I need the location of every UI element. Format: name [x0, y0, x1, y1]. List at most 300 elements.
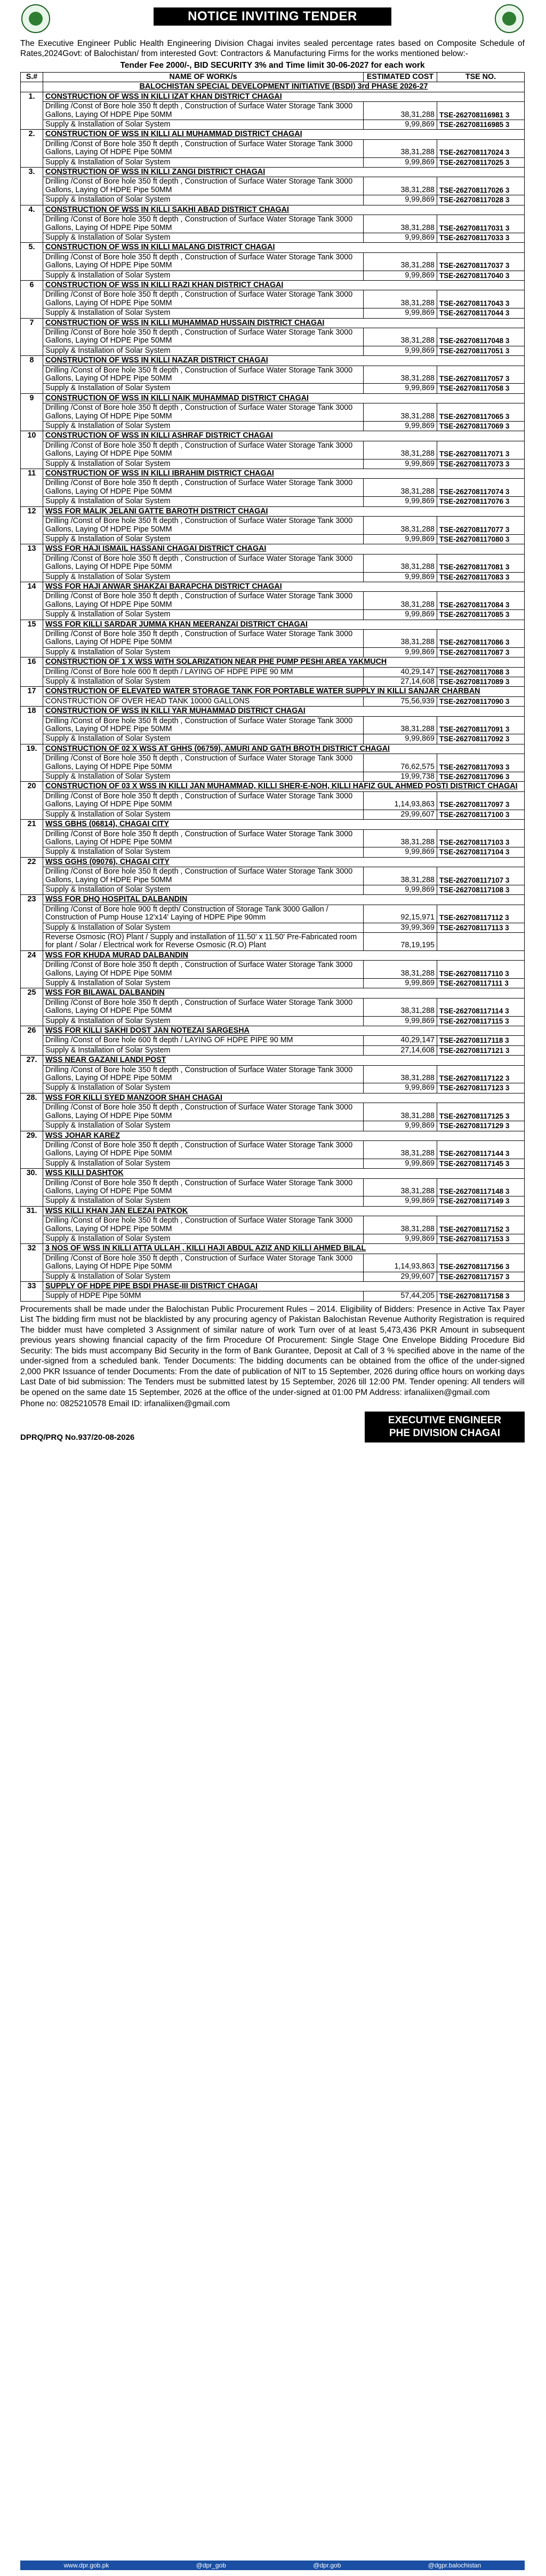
work-item-desc: Supply & Installation of Solar System	[43, 572, 364, 582]
work-serial: 18	[21, 707, 43, 744]
work-item-cost: 9,99,869	[364, 572, 437, 582]
table-row	[21, 1065, 525, 1083]
work-item-cost: 38,31,288	[364, 479, 437, 497]
work-item-desc: Supply & Installation of Solar System	[43, 195, 364, 205]
work-item-tse: TSE-262708117087 3	[437, 647, 525, 657]
table-row	[21, 1272, 525, 1281]
table-row	[21, 677, 525, 687]
work-item-cost: 9,99,869	[364, 233, 437, 242]
table-row	[21, 479, 525, 497]
work-serial: 19.	[21, 744, 43, 782]
work-item-desc: Supply of HDPE Pipe 50MM	[43, 1291, 364, 1301]
work-item-tse: TSE-262708117114 3	[437, 998, 525, 1016]
work-item-desc: Supply & Installation of Solar System	[43, 810, 364, 819]
work-item-tse: TSE-262708117037 3	[437, 252, 525, 271]
work-item-tse	[437, 932, 525, 950]
work-item-desc: Drilling /Const of Bore hole 350 ft depth , Construction of Surface Water Storage Tank 3000 Gallons, Laying Of HDPE Pipe 50MM	[43, 629, 364, 647]
table-row	[21, 1196, 525, 1206]
table-row	[21, 885, 525, 894]
work-item-tse: TSE-262708117089 3	[437, 677, 525, 687]
work-item-cost: 9,99,869	[364, 734, 437, 744]
table-row	[21, 544, 525, 554]
work-serial: 27.	[21, 1056, 43, 1093]
work-item-desc: Drilling /Const of Bore hole 350 ft depth , Construction of Surface Water Storage Tank 3000 Gallons, Laying Of HDPE Pipe 50MM	[43, 829, 364, 847]
work-item-tse: TSE-262708117024 3	[437, 139, 525, 157]
work-name: WSS FOR KILLI SAKHI DOST JAN NOTEZAI SARGESHA	[43, 1026, 525, 1036]
work-item-tse: TSE-262708117096 3	[437, 772, 525, 782]
work-item-cost: 38,31,288	[364, 716, 437, 734]
work-item-tse: TSE-262708117081 3	[437, 554, 525, 572]
work-serial: 15	[21, 620, 43, 657]
table-row	[21, 459, 525, 469]
work-item-cost: 9,99,869	[364, 497, 437, 506]
work-item-cost: 27,14,608	[364, 1045, 437, 1055]
work-item-desc: Supply & Installation of Solar System	[43, 459, 364, 469]
work-item-cost: 9,99,869	[364, 1121, 437, 1131]
table-row	[21, 895, 525, 905]
twitter-handle[interactable]: @dpr_gob	[196, 2562, 226, 2569]
table-row	[21, 168, 525, 177]
work-item-tse: TSE-262708117156 3	[437, 1254, 525, 1272]
work-item-desc: Drilling /Const of Bore hole 350 ft depth , Construction of Surface Water Storage Tank 3000 Gallons, Laying Of HDPE Pipe 50MM	[43, 215, 364, 233]
work-serial: 21	[21, 820, 43, 858]
work-item-tse: TSE-262708117090 3	[437, 696, 525, 706]
table-row	[21, 1254, 525, 1272]
work-item-tse: TSE-262708117129 3	[437, 1121, 525, 1131]
table-row	[21, 620, 525, 629]
work-item-desc: Supply & Installation of Solar System	[43, 979, 364, 988]
work-item-desc: Supply & Installation of Solar System	[43, 772, 364, 782]
work-name: WSS FOR DHQ HOSPITAL DALBANDIN	[43, 895, 525, 905]
work-item-tse: TSE-262708117123 3	[437, 1083, 525, 1093]
work-item-tse: TSE-262708117118 3	[437, 1036, 525, 1045]
table-row	[21, 139, 525, 157]
work-item-tse: TSE-262708117153 3	[437, 1234, 525, 1243]
work-item-tse: TSE-262708117028 3	[437, 195, 525, 205]
table-row	[21, 647, 525, 657]
ee-division: PHE DIVISION CHAGAI	[389, 1428, 500, 1439]
work-item-desc: Supply & Installation of Solar System	[43, 1272, 364, 1281]
work-name: CONSTRUCTION OF WSS IN KILLI MALANG DISTRICT CHAGAI	[43, 243, 525, 252]
work-item-desc: Drilling /Const of Bore hole 350 ft depth , Construction of Surface Water Storage Tank 3000 Gallons, Laying Of HDPE Pipe 50MM	[43, 1178, 364, 1196]
table-row	[21, 243, 525, 252]
notice-title: NOTICE INVITING TENDER	[154, 7, 391, 26]
table-row	[21, 290, 525, 308]
work-item-cost: 9,99,869	[364, 195, 437, 205]
work-serial: 29.	[21, 1131, 43, 1169]
prq-number: DPRQ/PRQ No.937/20-08-2026	[20, 1433, 135, 1442]
work-item-desc: Drilling /Const of Bore hole 350 ft depth , Construction of Surface Water Storage Tank 3000 Gallons, Laying Of HDPE Pipe 50MM	[43, 290, 364, 308]
work-item-cost: 9,99,869	[364, 308, 437, 318]
work-item-tse: TSE-262708117031 3	[437, 215, 525, 233]
tender-notice-page	[20, 3, 525, 2570]
table-row	[21, 1282, 525, 1291]
work-item-cost: 19,99,738	[364, 772, 437, 782]
work-item-cost: 9,99,869	[364, 120, 437, 130]
work-name: WSS FOR KILLI SARDAR JUMMA KHAN MEERANZAI DISTRICT CHAGAI	[43, 620, 525, 629]
work-item-desc: Reverse Osmosic (RO) Plant / Supply and installation of 11.50' x 11.50' Pre-Fabricated room for plant / Solar / Electrical work for Reverse Osmosic (R.O) Plant	[43, 932, 364, 950]
table-row	[21, 772, 525, 782]
table-row	[21, 308, 525, 318]
work-name: 3 NOS OF WSS IN KILLI ATTA ULLAH , KILLI HAJI ABDUL AZIZ AND KILLI AHMED BILAL	[43, 1244, 525, 1254]
work-item-tse: TSE-262708117158 3	[437, 1291, 525, 1301]
work-item-tse: TSE-262708117086 3	[437, 629, 525, 647]
work-serial: 23	[21, 895, 43, 950]
work-item-tse: TSE-262708117076 3	[437, 497, 525, 506]
work-serial: 20	[21, 782, 43, 820]
work-item-tse: TSE-262708117149 3	[437, 1196, 525, 1206]
work-item-cost: 9,99,869	[364, 157, 437, 167]
work-serial: 25	[21, 988, 43, 1026]
work-item-cost: 38,31,288	[364, 290, 437, 308]
table-row	[21, 961, 525, 979]
work-item-tse: TSE-262708117092 3	[437, 734, 525, 744]
work-item-tse: TSE-262708117097 3	[437, 791, 525, 810]
work-item-cost: 38,31,288	[364, 403, 437, 422]
work-item-cost: 38,31,288	[364, 215, 437, 233]
table-row	[21, 905, 525, 923]
work-item-desc: Drilling /Const of Bore hole 350 ft depth , Construction of Surface Water Storage Tank 3000 Gallons, Laying Of HDPE Pipe 50MM	[43, 592, 364, 610]
work-item-tse: TSE-262708117152 3	[437, 1216, 525, 1234]
table-row	[21, 1083, 525, 1093]
table-row	[21, 1206, 525, 1216]
work-serial: 14	[21, 582, 43, 620]
work-item-tse: TSE-262708117108 3	[437, 885, 525, 894]
work-item-cost: 9,99,869	[364, 346, 437, 355]
table-row	[21, 215, 525, 233]
work-item-tse: TSE-262708116981 3	[437, 102, 525, 120]
work-serial: 30.	[21, 1169, 43, 1207]
website-link[interactable]: www.dpr.gob.pk	[63, 2562, 109, 2569]
table-header-row	[21, 73, 525, 82]
work-name: WSS NEAR GAZANI LANDI POST	[43, 1056, 525, 1065]
work-item-cost: 75,56,939	[364, 696, 437, 706]
work-item-tse: TSE-262708117069 3	[437, 422, 525, 431]
work-item-desc: Supply & Installation of Solar System	[43, 1234, 364, 1243]
work-item-cost: 57,44,205	[364, 1291, 437, 1301]
work-item-tse: TSE-262708117043 3	[437, 290, 525, 308]
work-item-tse: TSE-262708117107 3	[437, 867, 525, 885]
table-row	[21, 157, 525, 167]
col-header-name: NAME OF WORK/s	[43, 73, 364, 82]
notice-intro: The Executive Engineer Public Health Engineering Division Chagai invites sealed percentage rates based on Composite Schedule of Rates,2024Govt: of Balochistan/ from interested Govt: Contractors & Manufacturing Firms for the works mentioned below:-	[20, 39, 525, 58]
table-row	[21, 384, 525, 393]
work-serial: 22	[21, 857, 43, 895]
work-item-tse: TSE-262708117074 3	[437, 479, 525, 497]
table-row	[21, 346, 525, 355]
table-row	[21, 782, 525, 791]
table-row	[21, 1045, 525, 1055]
work-serial: 11	[21, 469, 43, 507]
table-row	[21, 582, 525, 591]
table-row	[21, 403, 525, 422]
work-name: WSS GBHS (06814), CHAGAI CITY	[43, 820, 525, 829]
work-item-cost: 9,99,869	[364, 534, 437, 544]
work-item-desc: Drilling /Const of Bore hole 600 ft depth / LAYING OF HDPE PIPE 90 MM	[43, 667, 364, 677]
work-item-tse: TSE-262708117083 3	[437, 572, 525, 582]
work-item-desc: Drilling /Const of Bore hole 350 ft depth , Construction of Surface Water Storage Tank 3000 Gallons, Laying Of HDPE Pipe 50MM	[43, 754, 364, 772]
work-item-tse: TSE-262708117044 3	[437, 308, 525, 318]
table-row	[21, 1103, 525, 1121]
table-row	[21, 867, 525, 885]
work-item-tse: TSE-262708117073 3	[437, 459, 525, 469]
work-item-cost: 9,99,869	[364, 847, 437, 857]
table-row	[21, 932, 525, 950]
work-item-cost: 9,99,869	[364, 979, 437, 988]
work-item-desc: Supply & Installation of Solar System	[43, 1016, 364, 1026]
table-row	[21, 497, 525, 506]
work-serial: 5.	[21, 243, 43, 281]
work-name: CONSTRUCTION OF WSS IN KILLI ZANGI DISTRICT CHAGAI	[43, 168, 525, 177]
work-serial: 1.	[21, 92, 43, 130]
table-row	[21, 252, 525, 271]
work-item-desc: Supply & Installation of Solar System	[43, 120, 364, 130]
work-name: CONSTRUCTION OF WSS IN KILLI IZAT KHAN DISTRICT CHAGAI	[43, 92, 525, 101]
work-item-desc: Drilling /Const of Bore hole 350 ft depth , Construction of Surface Water Storage Tank 3000 Gallons, Laying Of HDPE Pipe 50MM	[43, 716, 364, 734]
table-row	[21, 1093, 525, 1103]
work-name: WSS FOR HAJI ANWAR SHAKZAI BARAPCHA DISTRICT CHAGAI	[43, 582, 525, 591]
social-bar	[20, 2561, 525, 2570]
work-item-cost: 9,99,869	[364, 1083, 437, 1093]
work-item-cost: 29,99,607	[364, 1272, 437, 1281]
col-header-cost: ESTIMATED COST	[364, 73, 437, 82]
work-item-tse: TSE-262708117111 3	[437, 979, 525, 988]
work-serial: 13	[21, 544, 43, 582]
work-item-desc: Drilling /Const of Bore hole 350 ft depth , Construction of Surface Water Storage Tank 3000 Gallons, Laying Of HDPE Pipe 50MM	[43, 554, 364, 572]
work-item-cost: 38,31,288	[364, 1216, 437, 1234]
balochistan-govt-logo-right	[495, 4, 524, 33]
work-name: CONSTRUCTION OF WSS IN KILLI YAR MUHAMMAD DISTRICT CHAGAI	[43, 707, 525, 716]
work-item-desc: Drilling /Const of Bore hole 900 ft depth/ Construction of Storage Tank 3000 Gallon / Construction of Pump House 12'x14' Laying of HDPE Pipe 90mm	[43, 905, 364, 923]
table-row	[21, 1036, 525, 1045]
section-row	[21, 82, 525, 92]
table-row	[21, 120, 525, 130]
work-item-cost: 38,31,288	[364, 328, 437, 346]
table-row	[21, 1234, 525, 1243]
work-item-cost: 38,31,288	[364, 1178, 437, 1196]
work-name: CONSTRUCTION OF WSS IN KILLI ASHRAF DISTRICT CHAGAI	[43, 431, 525, 441]
contact-line: Phone no: 0825210578 Email ID: irfanaliixen@gmail.com	[20, 1399, 230, 1409]
table-row	[21, 1026, 525, 1036]
work-name: WSS FOR MALIK JELANI GATTE BAROTH DISTRICT CHAGAI	[43, 506, 525, 516]
work-name: WSS KILLI KHAN JAN ELEZAI PATKOK	[43, 1206, 525, 1216]
work-name: CONSTRUCTION OF ELEVATED WATER STORAGE TANK FOR PORTABLE WATER SUPPLY IN KILLI SANJAR CHARBAN	[43, 687, 525, 696]
work-item-cost: 38,31,288	[364, 629, 437, 647]
work-item-cost: 9,99,869	[364, 647, 437, 657]
work-item-tse: TSE-262708116985 3	[437, 120, 525, 130]
table-row	[21, 923, 525, 932]
table-row	[21, 979, 525, 988]
work-item-desc: Drilling /Const of Bore hole 350 ft depth , Construction of Surface Water Storage Tank 3000 Gallons, Laying Of HDPE Pipe 50MM	[43, 998, 364, 1016]
work-item-desc: Supply & Installation of Solar System	[43, 308, 364, 318]
work-item-cost: 38,31,288	[364, 441, 437, 459]
work-item-desc: Drilling /Const of Bore hole 600 ft depth / LAYING OF HDPE PIPE 90 MM	[43, 1036, 364, 1045]
work-item-desc: Drilling /Const of Bore hole 350 ft depth , Construction of Surface Water Storage Tank 3000 Gallons, Laying Of HDPE Pipe 50MM	[43, 139, 364, 157]
tender-fee-line: Tender Fee 2000/-, BID SECURITY 3% and Time limit 30-06-2027 for each work	[120, 61, 425, 70]
work-name: WSS FOR BILAWAL DALBANDIN	[43, 988, 525, 998]
work-serial: 3.	[21, 168, 43, 205]
work-item-desc: Drilling /Const of Bore hole 350 ft depth , Construction of Surface Water Storage Tank 3000 Gallons, Laying Of HDPE Pipe 50MM	[43, 517, 364, 535]
table-row	[21, 734, 525, 744]
work-item-cost: 38,31,288	[364, 1140, 437, 1159]
work-item-tse: TSE-262708117057 3	[437, 366, 525, 384]
work-item-desc: Drilling /Const of Bore hole 350 ft depth , Construction of Surface Water Storage Tank 3000 Gallons, Laying Of HDPE Pipe 50MM	[43, 102, 364, 120]
work-serial: 26	[21, 1026, 43, 1056]
work-item-tse: TSE-262708117100 3	[437, 810, 525, 819]
work-item-cost: 9,99,869	[364, 459, 437, 469]
work-item-cost: 38,31,288	[364, 998, 437, 1016]
col-header-tse: TSE NO.	[437, 73, 525, 82]
table-row	[21, 1140, 525, 1159]
table-row	[21, 441, 525, 459]
work-item-tse: TSE-262708117077 3	[437, 517, 525, 535]
work-serial: 2.	[21, 130, 43, 168]
work-item-tse: TSE-262708117091 3	[437, 716, 525, 734]
table-row	[21, 707, 525, 716]
work-item-cost: 38,31,288	[364, 1065, 437, 1083]
notice-header	[20, 3, 525, 34]
table-row	[21, 988, 525, 998]
ee-title: EXECUTIVE ENGINEER	[388, 1415, 502, 1426]
table-row	[21, 356, 525, 366]
work-item-tse: TSE-262708117048 3	[437, 328, 525, 346]
instagram-handle[interactable]: @dgpr.balochistan	[428, 2562, 481, 2569]
work-item-cost: 92,15,971	[364, 905, 437, 923]
work-item-tse: TSE-262708117088 3	[437, 667, 525, 677]
work-item-cost: 38,31,288	[364, 961, 437, 979]
table-row	[21, 1244, 525, 1254]
work-item-tse: TSE-262708117104 3	[437, 847, 525, 857]
table-row	[21, 506, 525, 516]
work-item-cost: 40,29,147	[364, 1036, 437, 1045]
work-serial: 12	[21, 506, 43, 544]
work-item-cost: 9,99,869	[364, 1016, 437, 1026]
work-name: SUPPLY OF HDPE PIPE BSDI PHASE-III DISTRICT CHAGAI	[43, 1282, 525, 1291]
table-row	[21, 857, 525, 867]
work-item-desc: Supply & Installation of Solar System	[43, 923, 364, 932]
table-row	[21, 280, 525, 290]
work-item-tse: TSE-262708117025 3	[437, 157, 525, 167]
table-row	[21, 130, 525, 139]
work-name: CONSTRUCTION OF 02 X WSS AT GHHS (06759), AMURI AND GATH BROTH DISTRICT CHAGAI	[43, 744, 525, 754]
work-item-tse: TSE-262708117148 3	[437, 1178, 525, 1196]
work-name: CONSTRUCTION OF WSS IN KILLI RAZI KHAN DISTRICT CHAGAI	[43, 280, 525, 290]
work-serial: 31.	[21, 1206, 43, 1244]
table-row	[21, 205, 525, 215]
work-item-desc: Drilling /Const of Bore hole 350 ft depth , Construction of Surface Water Storage Tank 3000 Gallons, Laying Of HDPE Pipe 50MM	[43, 177, 364, 195]
work-item-cost: 38,31,288	[364, 102, 437, 120]
work-name: WSS FOR KILLI SYED MANZOOR SHAH CHAGAI	[43, 1093, 525, 1103]
work-name: CONSTRUCTION OF WSS IN KILLI MUHAMMAD HUSSAIN DISTRICT CHAGAI	[43, 318, 525, 328]
table-row	[21, 366, 525, 384]
table-row	[21, 667, 525, 677]
table-row	[21, 92, 525, 101]
executive-engineer-box	[365, 1412, 525, 1442]
work-item-cost: 38,31,288	[364, 592, 437, 610]
work-item-desc: Drilling /Const of Bore hole 350 ft depth , Construction of Surface Water Storage Tank 3000 Gallons, Laying Of HDPE Pipe 50MM	[43, 403, 364, 422]
table-row	[21, 998, 525, 1016]
work-item-desc: Supply & Installation of Solar System	[43, 1121, 364, 1131]
work-name: CONSTRUCTION OF WSS IN KILLI NAIK MUHAMMAD DISTRICT CHAGAI	[43, 393, 525, 403]
work-item-tse: TSE-262708117093 3	[437, 754, 525, 772]
work-item-tse: TSE-262708117084 3	[437, 592, 525, 610]
table-row	[21, 1159, 525, 1168]
work-item-desc: Supply & Installation of Solar System	[43, 610, 364, 620]
work-item-desc: Supply & Installation of Solar System	[43, 847, 364, 857]
work-name: CONSTRUCTION OF 03 X WSS IN KILLI JAN MUHAMMAD, KILLI SHER-E-NOH, KILLI HAFIZ GUL AHMED POSTI DISTRICT CHAGAI	[43, 782, 525, 791]
work-item-tse: TSE-262708117071 3	[437, 441, 525, 459]
works-table	[20, 72, 525, 1302]
table-row	[21, 744, 525, 754]
table-row	[21, 950, 525, 960]
work-item-desc: Drilling /Const of Bore hole 350 ft depth , Construction of Surface Water Storage Tank 3000 Gallons, Laying Of HDPE Pipe 50MM	[43, 1216, 364, 1234]
table-row	[21, 1291, 525, 1301]
table-row	[21, 657, 525, 667]
table-row	[21, 271, 525, 280]
work-item-cost: 38,31,288	[364, 366, 437, 384]
work-item-cost: 9,99,869	[364, 1234, 437, 1243]
work-item-desc: Supply & Installation of Solar System	[43, 1083, 364, 1093]
work-serial: 33	[21, 1282, 43, 1302]
work-item-cost: 38,31,288	[364, 554, 437, 572]
work-item-cost: 38,31,288	[364, 1103, 437, 1121]
table-row	[21, 610, 525, 620]
table-row	[21, 629, 525, 647]
work-item-desc: Supply & Installation of Solar System	[43, 157, 364, 167]
table-row	[21, 1131, 525, 1140]
work-item-tse: TSE-262708117122 3	[437, 1065, 525, 1083]
work-item-cost: 38,31,288	[364, 829, 437, 847]
work-item-cost: 39,99,369	[364, 923, 437, 932]
work-item-tse: TSE-262708117085 3	[437, 610, 525, 620]
work-item-tse: TSE-262708117115 3	[437, 1016, 525, 1026]
work-serial: 17	[21, 687, 43, 707]
work-name: WSS GGHS (09076), CHAGAI CITY	[43, 857, 525, 867]
work-item-desc: Drilling /Const of Bore hole 350 ft depth , Construction of Surface Water Storage Tank 3000 Gallons, Laying Of HDPE Pipe 50MM	[43, 1103, 364, 1121]
work-item-cost: 76,62,575	[364, 754, 437, 772]
work-name: WSS FOR HAJI ISMAIL HASSANI CHAGAI DISTRICT CHAGAI	[43, 544, 525, 554]
work-item-desc: Supply & Installation of Solar System	[43, 497, 364, 506]
work-item-desc: Drilling /Const of Bore hole 350 ft depth , Construction of Surface Water Storage Tank 3000 Gallons, Laying Of HDPE Pipe 50MM	[43, 252, 364, 271]
table-row	[21, 431, 525, 441]
work-item-tse: TSE-262708117051 3	[437, 346, 525, 355]
work-item-desc: Supply & Installation of Solar System	[43, 346, 364, 355]
table-row	[21, 592, 525, 610]
work-item-cost: 38,31,288	[364, 517, 437, 535]
work-item-desc: Supply & Installation of Solar System	[43, 233, 364, 242]
work-item-cost: 38,31,288	[364, 867, 437, 885]
facebook-handle[interactable]: @dpr.gob	[313, 2562, 341, 2569]
work-item-tse: TSE-262708117026 3	[437, 177, 525, 195]
work-serial: 28.	[21, 1093, 43, 1131]
work-item-tse: TSE-262708117103 3	[437, 829, 525, 847]
work-item-desc: Drilling /Const of Bore hole 350 ft depth , Construction of Surface Water Storage Tank 3000 Gallons, Laying Of HDPE Pipe 50MM	[43, 441, 364, 459]
work-item-cost: 1,14,93,863	[364, 1254, 437, 1272]
work-serial: 6	[21, 280, 43, 318]
work-item-cost: 38,31,288	[364, 252, 437, 271]
work-item-desc: Supply & Installation of Solar System	[43, 677, 364, 687]
table-row	[21, 328, 525, 346]
work-item-desc: Supply & Installation of Solar System	[43, 1196, 364, 1206]
table-row	[21, 847, 525, 857]
work-item-desc: Drilling /Const of Bore hole 350 ft depth , Construction of Surface Water Storage Tank 3000 Gallons, Laying Of HDPE Pipe 50MM	[43, 867, 364, 885]
table-row	[21, 318, 525, 328]
work-item-tse: TSE-262708117033 3	[437, 233, 525, 242]
work-name: CONSTRUCTION OF WSS IN KILLI NAZAR DISTRICT CHAGAI	[43, 356, 525, 366]
work-item-cost: 38,31,288	[364, 177, 437, 195]
work-item-tse: TSE-262708117145 3	[437, 1159, 525, 1168]
work-item-desc: Supply & Installation of Solar System	[43, 885, 364, 894]
